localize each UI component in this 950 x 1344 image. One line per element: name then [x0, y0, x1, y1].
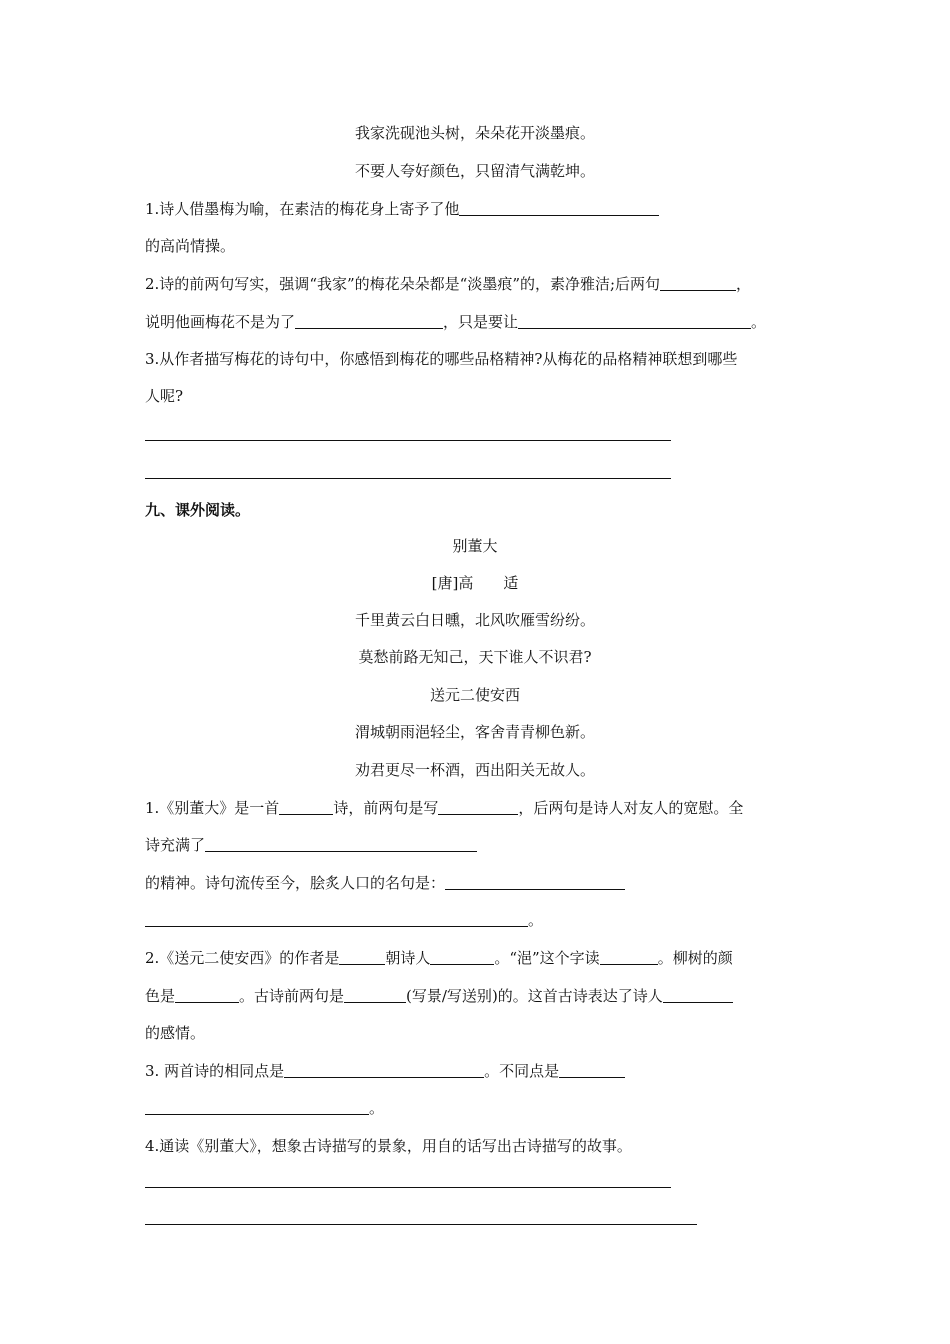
poem-line-2: 不要人夸好颜色，只留清气满乾坤。 — [354, 162, 595, 180]
question-2-cont: 的感情。 — [145, 1024, 206, 1042]
answer-blank[interactable] — [339, 949, 385, 965]
question-text: 3. 两首诗的相同点是 — [145, 1062, 285, 1080]
question-text: 诗充满了 — [145, 836, 206, 854]
question-text: 诗，前两句是写 — [333, 799, 439, 817]
answer-blank[interactable] — [559, 1062, 625, 1078]
answer-blank[interactable] — [438, 799, 518, 815]
question-text: 色是 — [145, 987, 176, 1005]
question-1-cont — [145, 835, 477, 855]
question-4: 4.通读《别董大》，想象古诗描写的景象，用自的话写出古诗描写的故事。 — [145, 1137, 632, 1155]
poem-line-2: 劝君更尽一杯酒，西出阳关无故人。 — [354, 761, 595, 779]
answer-blank[interactable] — [145, 911, 528, 927]
answer-blank[interactable] — [459, 200, 659, 216]
question-1 — [145, 199, 659, 219]
question-text: ，只是要让 — [443, 313, 519, 331]
poem-author: [唐]高 适 — [431, 574, 519, 592]
question-text: 。不同点是 — [484, 1062, 560, 1080]
question-1 — [145, 798, 743, 818]
question-text: 。柳树的颜 — [657, 949, 733, 967]
poem-line-1: 千里黄云白日曛，北风吹雁雪纷纷。 — [354, 611, 595, 629]
answer-blank[interactable] — [430, 949, 494, 965]
question-1-cont: 的高尚情操。 — [145, 237, 236, 255]
poem-line-1: 我家洗砚池头树，朵朵花开淡墨痕。 — [354, 124, 595, 142]
question-text: 的精神。诗句流传至今，脍炙人口的名句是： — [145, 874, 446, 892]
poem-line-2: 莫愁前路无知己，天下谁人不识君? — [358, 648, 592, 666]
question-3 — [145, 1061, 625, 1081]
question-1-cont — [145, 873, 625, 893]
answer-blank[interactable] — [175, 987, 239, 1003]
question-text: 1.《别董大》是一首 — [145, 799, 280, 817]
question-text: 朝诗人 — [385, 949, 431, 967]
question-2-cont — [145, 986, 733, 1006]
question-text: 。古诗前两句是 — [239, 987, 345, 1005]
poem-title: 送元二使安西 — [429, 686, 520, 704]
answer-blank[interactable] — [445, 874, 625, 890]
answer-blank[interactable] — [279, 799, 333, 815]
question-3-cont: 人呢? — [145, 387, 184, 405]
question-2-cont — [145, 312, 766, 332]
answer-blank[interactable] — [660, 275, 736, 291]
question-2 — [145, 274, 751, 294]
answer-blank[interactable] — [145, 1099, 369, 1115]
answer-blank[interactable] — [518, 313, 751, 329]
punctuation: ， — [736, 275, 752, 293]
question-text: 1.诗人借墨梅为喻，在素洁的梅花身上寄予了他 — [145, 200, 460, 218]
answer-blank[interactable] — [663, 987, 733, 1003]
poem-title: 别董大 — [452, 537, 498, 555]
answer-line[interactable] — [145, 1187, 671, 1188]
question-text: 2.《送元二使安西》的作者是 — [145, 949, 340, 967]
answer-line[interactable] — [145, 1224, 697, 1225]
question-1-cont — [145, 910, 543, 930]
question-text: ，后两句是诗人对友人的宽慰。全 — [518, 799, 744, 817]
answer-blank[interactable] — [284, 1062, 484, 1078]
punctuation: 。 — [369, 1099, 385, 1117]
answer-line[interactable] — [145, 478, 671, 479]
question-3: 3.从作者描写梅花的诗句中，你感悟到梅花的哪些品格精神?从梅花的品格精神联想到哪些 — [145, 350, 738, 368]
poem-line-1: 渭城朝雨浥轻尘，客舍青青柳色新。 — [354, 723, 595, 741]
answer-blank[interactable] — [600, 949, 658, 965]
section-heading: 九、课外阅读。 — [145, 501, 251, 519]
punctuation: 。 — [528, 911, 544, 929]
answer-blank[interactable] — [295, 313, 443, 329]
answer-blank[interactable] — [344, 987, 406, 1003]
question-text: 说明他画梅花不是为了 — [145, 313, 296, 331]
answer-blank[interactable] — [205, 836, 477, 852]
question-text: (写景/写送别)的。这首古诗表达了诗人 — [406, 987, 663, 1005]
answer-line[interactable] — [145, 440, 671, 441]
punctuation: 。 — [751, 313, 767, 331]
question-3-cont — [145, 1098, 384, 1118]
question-2 — [145, 948, 733, 968]
question-text: 。“浥”这个字读 — [494, 949, 600, 967]
question-text: 2.诗的前两句写实，强调“我家”的梅花朵朵都是“淡墨痕”的，素净雅洁;后两句 — [145, 275, 661, 293]
